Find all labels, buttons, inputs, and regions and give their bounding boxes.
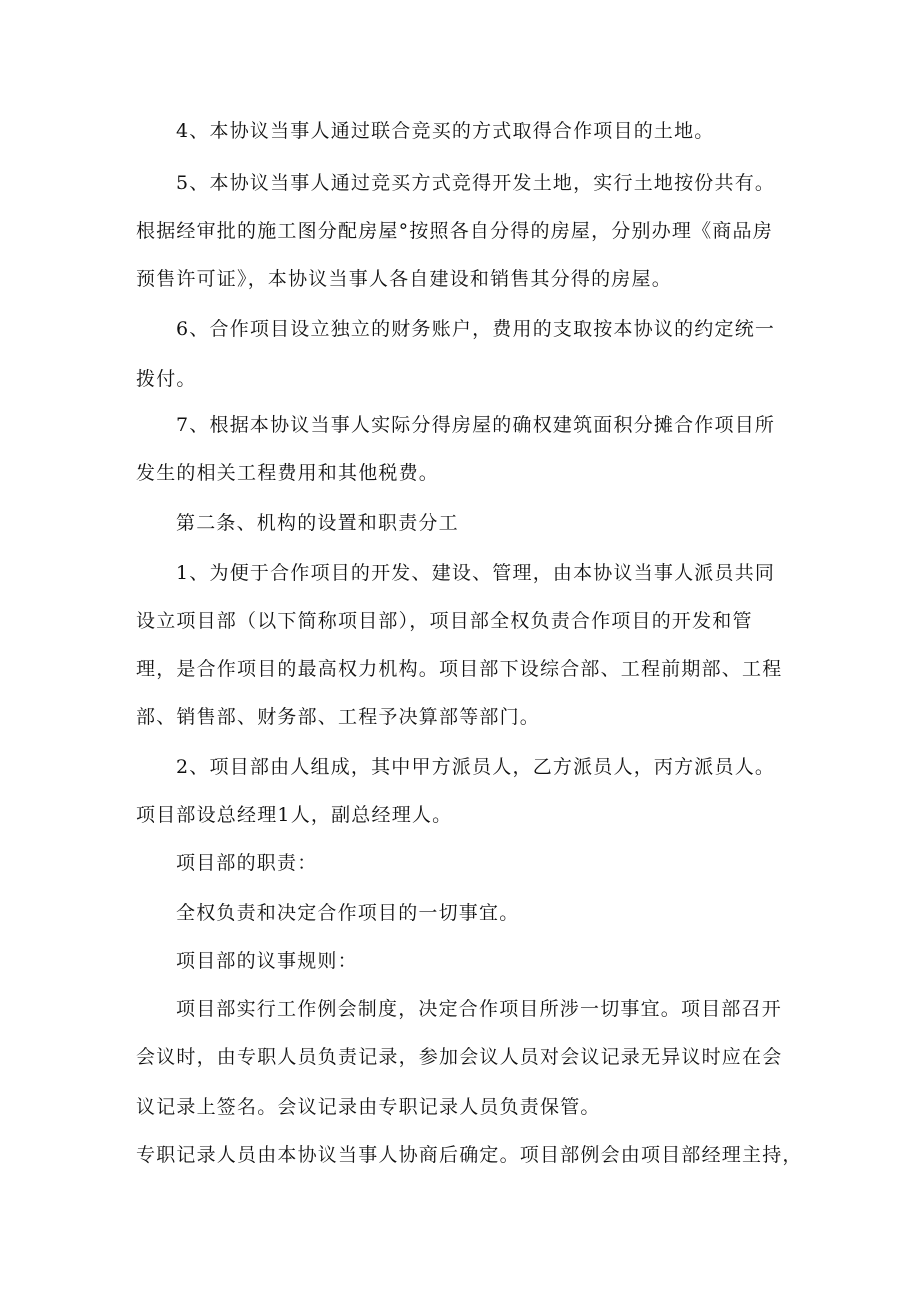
project-dept-duties-heading: 项目部的职责：: [176, 852, 318, 874]
article-2-item-1-line-4: 部、销售部、财务部、工程予决算部等部门。: [136, 706, 541, 728]
project-dept-rules-line-3: 议记录上签名。会议记录由专职记录人员负责保管。: [136, 1096, 601, 1118]
clause-6-line-1: 6、合作项目设立独立的财务账户，费用的支取按本协议的约定统一: [176, 318, 776, 340]
article-2-item-2-line-2: 项目部设总经理1人，副总经理人。: [136, 804, 453, 826]
project-dept-rules-line-1: 项目部实行工作例会制度，决定合作项目所涉一切事宜。项目部召开: [176, 998, 783, 1020]
clause-5-line-3: 预售许可证》，本协议当事人各自建设和销售其分得的房屋。: [136, 268, 672, 290]
clause-6-line-2: 拨付。: [136, 368, 197, 390]
article-2-heading: 第二条、机构的设置和职责分工: [176, 512, 459, 534]
article-2-item-1-line-3: 理，是合作项目的最高权力机构。项目部下设综合部、工程前期部、工程: [136, 658, 783, 680]
project-dept-rules-line-4: 专职记录人员由本协议当事人协商后确定。项目部例会由项目部经理主持，: [136, 1144, 803, 1166]
article-2-item-1-line-2: 设立项目部（以下简称项目部），项目部全权负责合作项目的开发和管: [136, 610, 753, 632]
article-2-item-1-line-1: 1、为便于合作项目的开发、建设、管理，由本协议当事人派员共同: [176, 562, 776, 584]
project-dept-duties-text: 全权负责和决定合作项目的一切事宜。: [176, 902, 520, 924]
clause-7-line-2: 发生的相关工程费用和其他税费。: [136, 462, 440, 484]
article-2-item-2-line-1: 2、项目部由人组成，其中甲方派员人，乙方派员人，丙方派员人。: [176, 756, 776, 778]
clause-4-line: 4、本协议当事人通过联合竞买的方式取得合作项目的土地。: [176, 120, 715, 142]
clause-7-line-1: 7、根据本协议当事人实际分得房屋的确权建筑面积分摊合作项目所: [176, 414, 776, 436]
clause-5-line-1: 5、本协议当事人通过竞买方式竞得开发土地，实行土地按份共有。: [176, 172, 776, 194]
clause-5-line-2: 根据经审批的施工图分配房屋°按照各自分得的房屋，分别办理《商品房: [136, 220, 773, 242]
project-dept-rules-heading: 项目部的议事规则：: [176, 950, 358, 972]
project-dept-rules-line-2: 会议时，由专职人员负责记录，参加会议人员对会议记录无异议时应在会: [136, 1046, 783, 1068]
